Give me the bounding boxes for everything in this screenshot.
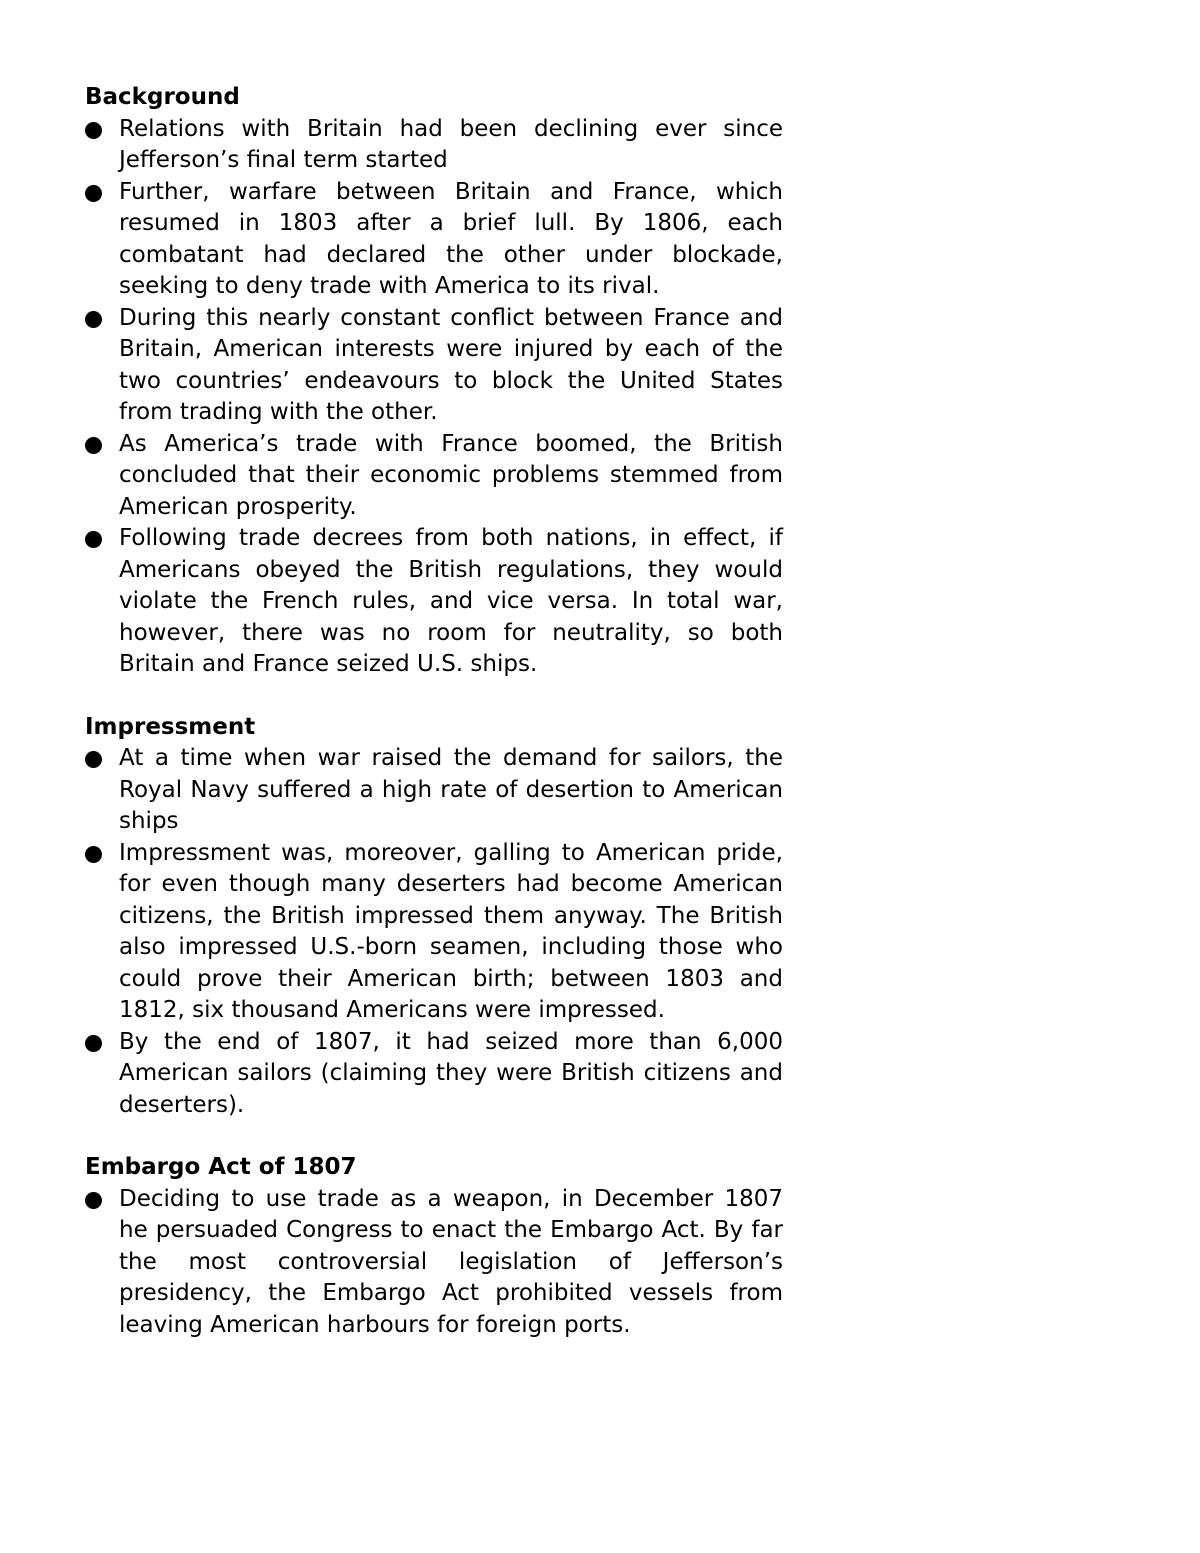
section-heading: Embargo Act of 1807	[85, 1154, 357, 1180]
list-item	[85, 743, 783, 838]
list-item	[85, 429, 783, 524]
list-item	[85, 303, 783, 429]
section-impressment	[85, 712, 783, 1122]
list-item	[85, 177, 783, 303]
list-item-text: As America’s trade with France boomed, the British concluded that their economic problems stemmed from American prosperity.	[119, 430, 783, 520]
bullet-icon	[85, 1192, 102, 1209]
list-item	[85, 114, 783, 177]
list-item-text: At a time when war raised the demand for sailors, the Royal Navy suffered a high rate of desertion to American ships	[119, 745, 783, 834]
section-background	[85, 82, 783, 681]
bullet-list	[85, 114, 783, 681]
section-heading: Background	[85, 84, 240, 110]
bullet-icon	[85, 1035, 102, 1052]
list-item	[85, 1184, 783, 1342]
bullet-icon	[85, 185, 102, 202]
list-item-text: Impressment was, moreover, galling to American pride, for even though many deserters had become American citizens, the British impressed them anyway. The British also impressed U.S.-born seamen, including those who could prove their American birth; between 1803 and 1812, six thousand Americans were impressed.	[119, 839, 783, 1023]
list-item-text: Following trade decrees from both nations, in effect, if Americans obeyed the British regulations, they would violate the French rules, and vice versa. In total war, however, there was no room for neutrality, so both Britain and France seized U.S. ships.	[119, 525, 783, 677]
list-item	[85, 523, 783, 681]
list-item	[85, 1027, 783, 1122]
bullet-icon	[85, 311, 102, 328]
bullet-icon	[85, 437, 102, 454]
list-item-text: By the end of 1807, it had seized more than 6,000 American sailors (claiming they were British citizens and deserters).	[119, 1028, 783, 1118]
document-page	[85, 82, 783, 1372]
list-item-text: Relations with Britain had been declining ever since Jefferson’s final term started	[119, 115, 783, 173]
bullet-icon	[85, 846, 102, 863]
list-item-text: Further, warfare between Britain and France, which resumed in 1803 after a brief lull. By 1806, each combatant had declared the other under blockade, seeking to deny trade with America to its rival.	[119, 178, 783, 299]
section-heading: Impressment	[85, 713, 256, 740]
list-item-text: Deciding to use trade as a weapon, in December 1807 he persuaded Congress to enact the Embargo Act. By far the most controversial legislation of Jefferson’s presidency, the Embargo Act prohibited vessels from leaving American harbours for foreign ports.	[119, 1185, 783, 1338]
bullet-icon	[85, 751, 102, 768]
bullet-icon	[85, 531, 102, 548]
list-item-text: During this nearly constant conflict between France and Britain, American interests were injured by each of the two countries’ endeavours to block the United States from trading with the other.	[119, 304, 783, 425]
bullet-list	[85, 743, 783, 1121]
bullet-list	[85, 1184, 783, 1342]
list-item	[85, 838, 783, 1027]
bullet-icon	[85, 122, 102, 139]
section-embargo-act	[85, 1152, 783, 1341]
